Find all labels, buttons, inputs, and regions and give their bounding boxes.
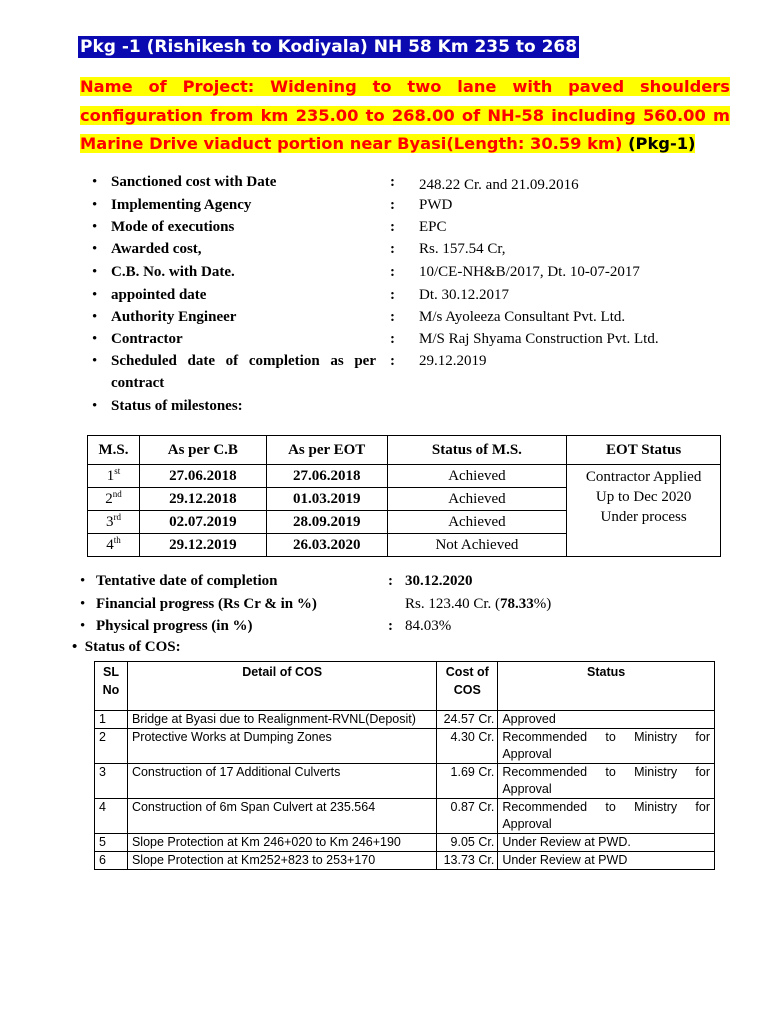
ms-status: Not Achieved [387,534,567,557]
sl-no: 6 [95,852,128,870]
header-sl-no: SL No [95,662,128,711]
cos-cost: 24.57 Cr. [437,711,498,729]
cos-status: Recommended to Ministry for Approval [498,729,715,764]
cos-cost: 4.30 Cr. [437,729,498,764]
sl-no: 3 [95,764,128,799]
table-row [95,764,715,799]
ms-number: 1st [88,465,140,488]
eot-status-cell: Contractor Applied Up to Dec 2020 Under process [567,465,721,557]
table-header-row [88,436,721,465]
cos-table [94,661,715,870]
table-row [95,729,715,764]
eot-date: 26.03.2020 [266,534,387,557]
cos-status: Under Review at PWD. [498,834,715,852]
cos-heading: • Status of COS: [72,639,181,655]
project-line: configuration from km 235.00 to 268.00 of NH-58 including 560.00 m [80,105,730,125]
eot-date: 01.03.2019 [266,488,387,511]
milestones-table [87,435,721,557]
eot-date: 27.06.2018 [266,465,387,488]
header-ms: M.S. [88,436,140,465]
cos-status: Recommended to Ministry for Approval [498,799,715,834]
cb-date: 29.12.2019 [139,534,266,557]
header-as-per-cb: As per C.B [139,436,266,465]
cos-detail: Slope Protection at Km 246+020 to Km 246+190 [127,834,436,852]
table-row [95,852,715,870]
ms-number: 4th [88,534,140,557]
ms-number: 3rd [88,511,140,534]
header-status: Status [498,662,715,711]
project-line: Name of Project: Widening to two lane with paved shoulders [80,77,730,96]
cos-cost: 9.05 Cr. [437,834,498,852]
cb-date: 29.12.2018 [139,488,266,511]
cos-status: Recommended to Ministry for Approval [498,764,715,799]
sl-no: 5 [95,834,128,852]
table-header-row [95,662,715,711]
cos-cost: 13.73 Cr. [437,852,498,870]
cos-detail: Protective Works at Dumping Zones [127,729,436,764]
ms-number: 2nd [88,488,140,511]
cos-detail: Bridge at Byasi due to Realignment-RVNL(Deposit) [127,711,436,729]
project-line: Marine Drive viaduct portion near Byasi(Length: 30.59 km) (Pkg-1) [80,134,696,153]
table-row [95,834,715,852]
project-name [80,73,730,159]
sl-no: 1 [95,711,128,729]
cos-cost: 0.87 Cr. [437,799,498,834]
ms-status: Achieved [387,488,567,511]
ms-status: Achieved [387,465,567,488]
pkg-tag: (Pkg-1) [628,134,696,153]
cos-detail: Construction of 17 Additional Culverts [127,764,436,799]
header-detail: Detail of COS [127,662,436,711]
page-title: Pkg -1 (Rishikesh to Kodiyala) NH 58 Km 235 to 268 [80,37,578,57]
cos-status: Approved [498,711,715,729]
table-row [95,711,715,729]
header-status-of-ms: Status of M.S. [387,436,567,465]
ms-status: Achieved [387,511,567,534]
cos-cost: 1.69 Cr. [437,764,498,799]
sl-no: 2 [95,729,128,764]
cos-status: Under Review at PWD [498,852,715,870]
table-row [95,799,715,834]
cb-date: 27.06.2018 [139,465,266,488]
header-cost: Cost of COS [437,662,498,711]
cos-detail: Construction of 6m Span Culvert at 235.564 [127,799,436,834]
table-row [88,465,721,488]
eot-date: 28.09.2019 [266,511,387,534]
sl-no: 4 [95,799,128,834]
header-as-per-eot: As per EOT [266,436,387,465]
cos-detail: Slope Protection at Km252+823 to 253+170 [127,852,436,870]
header-eot-status: EOT Status [567,436,721,465]
cb-date: 02.07.2019 [139,511,266,534]
